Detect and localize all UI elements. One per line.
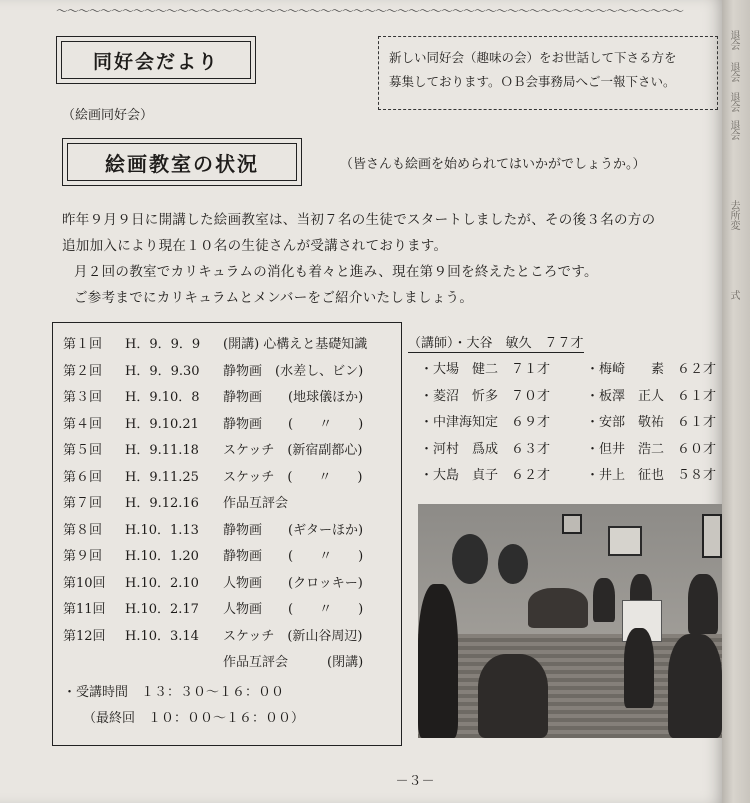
curriculum-no: 第２回 [63,363,103,379]
page-number: －３－ [395,774,435,789]
gutter-text: 式 [728,290,739,300]
curriculum-desc: 人物画 ( 〃 ) [223,602,364,617]
curriculum-date: H.10．1.20 [125,549,199,564]
curriculum-desc: 静物画 ( 〃 ) [223,416,364,432]
curriculum-desc: 静物画 ( 〃 ) [223,549,364,564]
curriculum-no: 第５回 [63,443,103,458]
curriculum-date: H．9.10.21 [125,416,199,432]
curriculum-desc: 作品互評会 [223,496,289,511]
curriculum-desc: 人物画 (クロッキー) [223,575,363,591]
decorative-wave-border: ～～～～～～～～～～～～～～～～～～～～～～～～～～～～～～～～～～～～～～～～～～～～～～～～～～～～～～～～～ [56,4,684,16]
notice-line-2: 募集しております。ＯＢ会事務局へご一報下さい。 [389,74,676,89]
notice-line-1: 新しい同好会（趣味の会）をお世話して下さる方を [389,50,677,65]
paragraph-4: ご参考までにカリキュラムとメンバーをご紹介いたしましょう。 [74,290,474,306]
curriculum-no: 第３回 [63,390,103,405]
adjacent-page-edge [722,0,750,803]
club-name: （絵画同好会） [62,108,154,123]
gutter-text: 退会 [728,120,739,140]
member-entry: ・菱沼 忻多 ７０才 [420,388,551,404]
curriculum-desc: 静物画 (ギターほか) [223,522,364,538]
curriculum-date: H.10．2.10 [125,575,199,591]
curriculum-no: 第６回 [63,469,103,485]
curriculum-no: 第７回 [63,496,103,511]
curriculum-box [52,322,402,746]
final-lesson-time: （最終回 １０：００～１６：００） [83,711,305,726]
section-title-box [56,36,256,84]
curriculum-no: 第９回 [63,549,103,564]
curriculum-date: H.10．1.13 [125,522,199,538]
member-entry: ・中津海知定 ６９才 [420,415,551,430]
article-title-box [62,138,302,186]
curriculum-date: H.10．2.17 [125,602,199,617]
instructor: （講師）・大谷 敏久 ７７才 [408,332,584,353]
curriculum-desc: (開講) 心構えと基礎知識 [223,337,368,352]
member-entry: ・大島 貞子 ６２才 [420,468,551,483]
curriculum-date: H．9.10．8 [125,390,200,405]
curriculum-no: 第12回 [63,628,106,644]
curriculum-desc: 静物画 (地球儀ほか) [223,390,364,405]
member-entry: ・大場 健二 ７１才 [420,362,551,377]
member-entry: ・井上 征也 ５８才 [586,468,717,483]
section-title: 同好会だより [61,41,251,79]
curriculum-desc: 作品互評会 (閉講) [223,655,364,670]
recruitment-notice [378,36,718,110]
curriculum-date: H．9．9.30 [125,363,200,379]
paragraph-3: 月２回の教室でカリキュラムの消化も着々と進み、現在第９回を終えたところです。 [74,264,598,280]
curriculum-no: 第１回 [63,337,103,352]
curriculum-no: 第10回 [63,575,106,591]
gutter-text: 退会 [728,92,739,112]
curriculum-date: H．9.12.16 [125,496,199,511]
curriculum-desc: スケッチ ( 〃 ) [223,469,363,485]
curriculum-desc: スケッチ (新山谷周辺) [223,628,363,644]
gutter-text: 去所変 [728,200,739,230]
curriculum-no: 第４回 [63,416,103,432]
curriculum-date: H．9．9．9 [125,337,201,352]
curriculum-date: H．9.11.18 [125,443,199,458]
member-entry: ・河村 爲成 ６３才 [420,441,551,457]
paragraph-1: 昨年９月９日に開講した絵画教室は、当初７名の生徒でスタートしましたが、その後３名の方の [62,212,656,228]
curriculum-date: H．9.11.25 [125,469,199,485]
gutter-text: 退会 [728,30,739,50]
lesson-time: ・受講時間 １３：３０～１６：００ [63,685,285,700]
curriculum-no: 第８回 [63,522,103,538]
member-entry: ・但井 浩二 ６０才 [586,441,717,457]
member-entry: ・安部 敬祐 ６１才 [586,415,717,430]
gutter-text: 退会 [728,62,739,82]
curriculum-no: 第11回 [63,602,106,617]
curriculum-date: H.10．3.14 [125,628,199,644]
curriculum-desc: スケッチ (新宿副都心) [223,443,363,458]
member-entry: ・梅崎 素 ６２才 [586,362,717,377]
paragraph-2: 追加加入により現在１０名の生徒さんが受講されております。 [62,238,448,254]
article-subtitle: （皆さんも絵画を始められてはいかがでしょうか。） [340,157,646,172]
article-title: 絵画教室の状況 [67,143,297,181]
classroom-photo [418,504,722,738]
member-entry: ・板澤 正人 ６１才 [586,388,717,404]
curriculum-desc: 静物画 (水差し、ビン) [223,363,364,379]
